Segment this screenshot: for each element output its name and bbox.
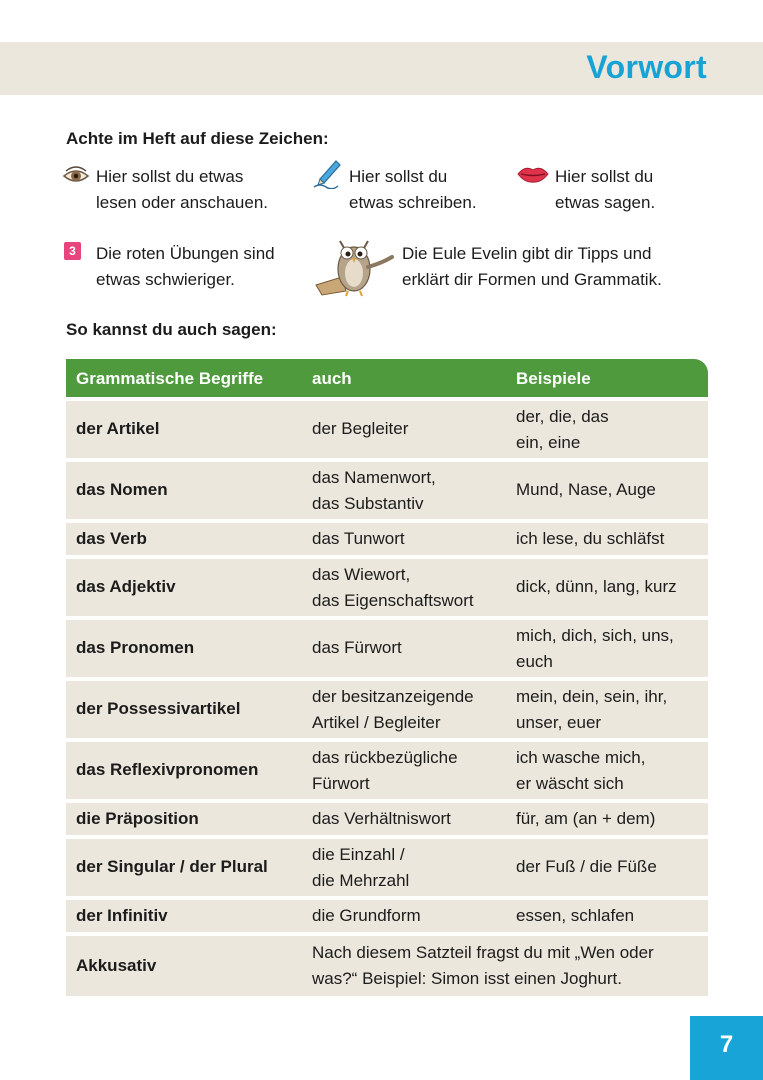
also-cell [312, 465, 436, 517]
example-line: ich wasche mich, [516, 748, 646, 767]
legend-red-exercises [96, 241, 275, 293]
examples-cell: ich lese, du schläfst [516, 529, 665, 548]
legend-owl-line2: erklärt dir Formen und Grammatik. [402, 270, 662, 289]
table-row [66, 803, 708, 835]
table-row [66, 559, 708, 616]
legend-heading: Achte im Heft auf diese Zeichen: [66, 129, 329, 148]
also-line: der besitzanzeigende [312, 687, 474, 706]
header-cell-examples: Beispiele [516, 369, 591, 388]
pencil-icon [312, 157, 344, 189]
table-row [66, 839, 708, 896]
examples-cell: Mund, Nase, Auge [516, 480, 656, 499]
term-cell: das Reflexivpronomen [76, 760, 259, 779]
page-number: 7 [690, 1016, 763, 1080]
also-line: die Mehrzahl [312, 871, 410, 890]
also-line: Fürwort [312, 774, 370, 793]
legend-owl [402, 241, 662, 293]
lips-icon [516, 164, 550, 184]
also-cell [312, 842, 409, 894]
merged-cell [312, 940, 692, 992]
example-line: der, die, das [516, 407, 609, 426]
example-line: mich, dich, sich, uns, [516, 626, 674, 645]
term-cell: die Präposition [76, 809, 199, 828]
legend-write-line2: etwas schreiben. [349, 193, 477, 212]
example-line: mein, dein, sein, ihr, [516, 687, 668, 706]
example-line: unser, euer [516, 713, 602, 732]
legend-red-line1: Die roten Übungen sind [96, 244, 275, 263]
legend-read-line2: lesen oder anschauen. [96, 193, 269, 212]
examples-cell [516, 623, 674, 675]
term-cell: das Verb [76, 529, 147, 548]
table-row [66, 462, 708, 519]
synonyms-heading: So kannst du auch sagen: [66, 320, 277, 339]
term-cell: der Singular / der Plural [76, 857, 268, 876]
also-line: das Substantiv [312, 494, 424, 513]
legend-red-line2: etwas schwieriger. [96, 270, 235, 289]
red-exercise-badge: 3 [64, 242, 81, 260]
also-line: Artikel / Begleiter [312, 713, 441, 732]
example-line: ein, eine [516, 433, 581, 452]
owl-icon [312, 233, 396, 297]
also-cell [312, 745, 458, 797]
header-cell-terms: Grammatische Begriffe [76, 369, 264, 388]
also-line: das rückbezügliche [312, 748, 458, 767]
legend-write-line1: Hier sollst du [349, 167, 448, 186]
merged-line: was?“ Beispiel: Simon isst einen Joghurt. [312, 969, 622, 988]
term-cell: Akkusativ [76, 956, 157, 975]
table-row [66, 681, 708, 738]
also-cell: der Begleiter [312, 419, 409, 438]
examples-cell: essen, schlafen [516, 906, 635, 925]
table-row [66, 523, 708, 555]
also-cell [312, 684, 474, 736]
term-cell: der Infinitiv [76, 906, 168, 925]
legend-read [96, 164, 268, 216]
legend-speak-line1: Hier sollst du [555, 167, 654, 186]
table-row [66, 620, 708, 677]
grammar-table [66, 359, 708, 996]
merged-line: Nach diesem Satzteil fragst du mit „Wen oder [312, 943, 654, 962]
term-cell: der Possessivartikel [76, 699, 241, 718]
term-cell: das Adjektiv [76, 577, 176, 596]
legend-speak-line2: etwas sagen. [555, 193, 656, 212]
also-line: das Namenwort, [312, 468, 436, 487]
table-row [66, 900, 708, 932]
also-line: das Eigenschaftswort [312, 591, 474, 610]
examples-cell: der Fuß / die Füße [516, 857, 657, 876]
also-cell: das Tunwort [312, 529, 405, 548]
also-line: die Einzahl / [312, 845, 405, 864]
legend-read-line1: Hier sollst du etwas [96, 167, 244, 186]
examples-cell [516, 684, 667, 736]
eye-icon [62, 166, 90, 186]
term-cell: das Pronomen [76, 638, 195, 657]
examples-cell [516, 404, 609, 456]
also-cell [312, 562, 474, 614]
examples-cell: dick, dünn, lang, kurz [516, 577, 677, 596]
examples-cell: für, am (an + dem) [516, 809, 656, 828]
table-row [66, 742, 708, 799]
also-cell: das Verhältniswort [312, 809, 451, 828]
example-line: er wäscht sich [516, 774, 624, 793]
page-title: Vorwort [586, 49, 707, 85]
examples-cell [516, 745, 645, 797]
also-cell: die Grundform [312, 906, 421, 925]
legend-speak [555, 164, 655, 216]
also-cell: das Fürwort [312, 638, 402, 657]
table-header [66, 359, 708, 397]
also-line: das Wiewort, [312, 565, 411, 584]
term-cell: der Artikel [76, 419, 160, 438]
legend-owl-line1: Die Eule Evelin gibt dir Tipps und [402, 244, 652, 263]
table-row [66, 401, 708, 458]
header-cell-also: auch [312, 369, 352, 388]
legend-write [349, 164, 477, 216]
table-row [66, 936, 708, 996]
example-line: euch [516, 652, 553, 671]
term-cell: das Nomen [76, 480, 168, 499]
